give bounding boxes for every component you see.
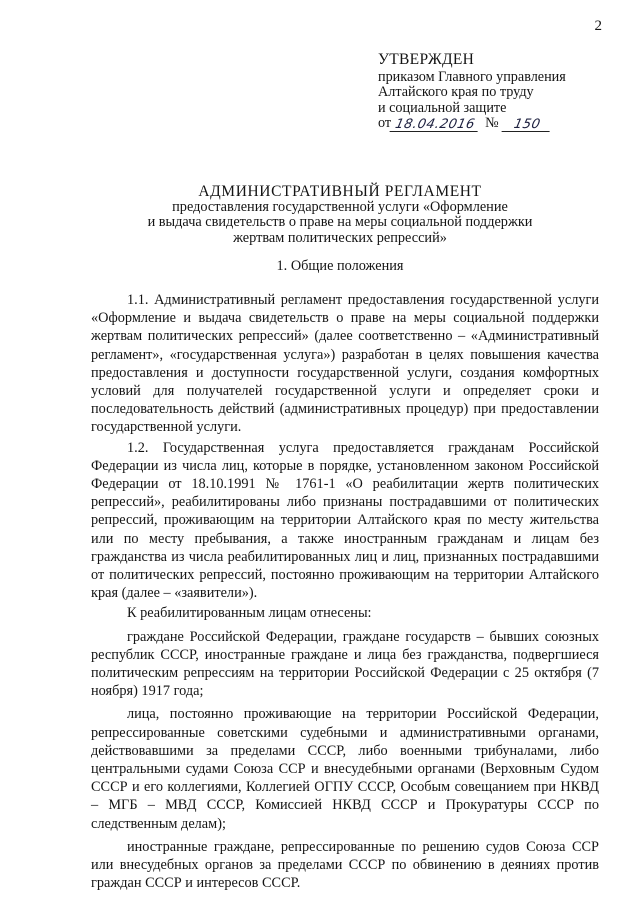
approval-order-line: приказом Главного управления bbox=[378, 68, 566, 85]
title-line-1: предоставления государственной услуги «Оформление bbox=[172, 198, 508, 215]
approval-region-line: Алтайского края по труду bbox=[378, 84, 534, 101]
page-number: 2 bbox=[594, 18, 602, 34]
title-line-3: жертвам политических репрессий» bbox=[233, 229, 447, 246]
paragraph-1-1: 1.1. Административный регламент предоставления государственной услуги «Оформление и выдача свидетельств о праве на меры социальной поддержки жертвам политических репрессий» (далее соответственно – «Административный регламент», «государственная услуга») разработан в целях повышения качества предоставления и доступности государственной услуги, создания комфортных условий для получателей государственной услуги и определяет сроки и последовательность действий (административных процедур) при предоставлении государственной услуги. bbox=[91, 292, 599, 436]
approval-stamp-block bbox=[378, 52, 618, 132]
handwritten-order-number: 150 bbox=[501, 118, 552, 132]
title-line-2: и выдача свидетельств о праве на меры социальной поддержки bbox=[147, 214, 533, 230]
section-heading: 1. Общие положения bbox=[276, 258, 404, 274]
list-item: лица, постоянно проживающие на территории Российской Федерации, репрессированные советскими судебными и административными органами, действовавшими за пределами СССР, либо военными трибуналами, либо центральными судами Союза ССР и внесудебными органами (Верховным Судом СССР и его коллегиями, Коллегией ОГПУ СССР, Особым совещанием при НКВД – МГБ – МВД СССР, Комиссией НКВД СССР и Прокуратуры СССР по следственным делам); bbox=[91, 706, 599, 832]
approval-from-prefix: от bbox=[378, 115, 392, 132]
title-main: АДМИНИСТРАТИВНЫЙ РЕГЛАМЕНТ bbox=[198, 183, 482, 200]
paragraph-rehabilitated-intro: К реабилитированным лицам отнесены: bbox=[127, 605, 372, 622]
list-item: иностранные граждане, репрессированные по решению судов Союза ССР или внесудебных органов за пределами СССР по обвинению в деяниях против граждан СССР и интересов СССР. bbox=[91, 838, 599, 892]
document-title bbox=[40, 184, 640, 246]
list-item: граждане Российской Федерации, граждане государств – бывших союзных республик СССР, иностранные граждане и лица без гражданства, подвергшиеся политическим репрессиям на территории Российской Федерации с 25 октября (7 ноября) 1917 года; bbox=[91, 628, 599, 700]
paragraph-1-2: 1.2. Государственная услуга предоставляется гражданам Российской Федерации из числа лиц, которые в порядке, установленном законом Российской Федерации от 18.10.1991 № 1761-1 «О реабилитации жертв политических репрессий», реабилитированы либо признаны пострадавшими от политических репрессий, проживающим на территории Алтайского края по месту жительства или по месту пребывания, а также иностранным гражданам и лицам без гражданства из числа реабилитированных лиц и лиц, признанных пострадавшими от политических репрессий, постоянно проживающим на территории Алтайского края (далее – «заявители»). bbox=[91, 439, 599, 602]
document-body bbox=[91, 291, 599, 893]
number-sign: № bbox=[485, 115, 499, 132]
handwritten-date: 18.04.2016 bbox=[390, 118, 481, 132]
approval-department-line: и социальной защите bbox=[378, 99, 507, 116]
approval-heading: УТВЕРЖДЕН bbox=[378, 51, 475, 68]
approval-date-number-line bbox=[378, 116, 618, 132]
